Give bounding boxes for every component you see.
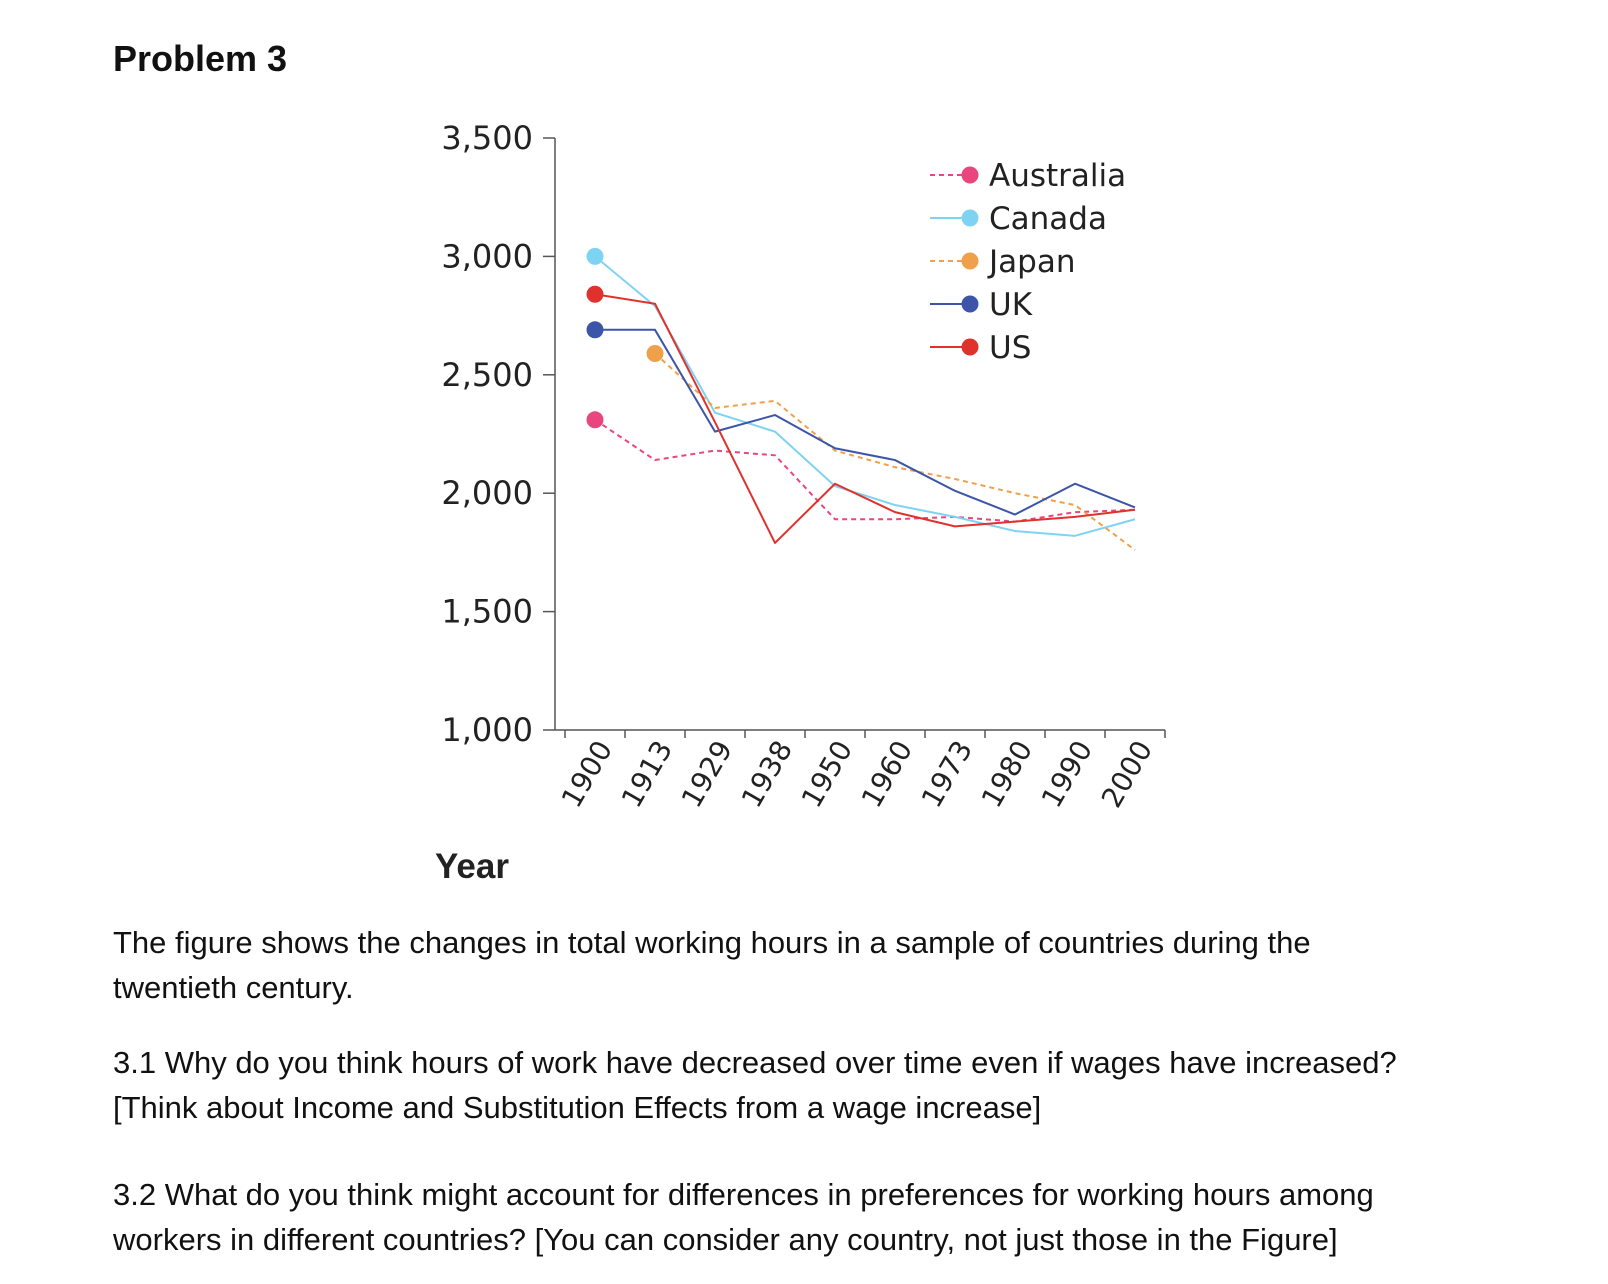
legend-marker-japan	[962, 253, 979, 270]
y-tick-label: 3,500	[441, 119, 533, 157]
series-start-marker-australia	[587, 411, 604, 428]
x-tick-label: 1929	[674, 735, 740, 814]
legend-label-japan: Japan	[989, 244, 1076, 280]
x-tick-label: 1938	[734, 735, 800, 814]
legend-label-canada: Canada	[989, 201, 1107, 237]
legend-marker-canada	[962, 210, 979, 227]
series-line-us	[595, 294, 1135, 543]
y-tick-label: 1,500	[441, 592, 533, 631]
legend-marker-australia	[962, 167, 979, 184]
legend-label-us: US	[989, 330, 1032, 366]
series-start-marker-us	[587, 286, 604, 303]
legend-label-uk: UK	[989, 287, 1033, 323]
x-tick-label: 1973	[914, 735, 980, 814]
legend-label-australia: Australia	[989, 158, 1127, 194]
question-3-1-line-1: 3.1 Why do you think hours of work have decreased over time even if wages have increased?	[113, 1045, 1397, 1080]
x-axis-title: Year	[435, 847, 509, 886]
question-3-2-line-1: 3.2 What do you think might account for differences in preferences for working hours among	[113, 1177, 1374, 1212]
question-3-2-line-2: workers in different countries? [You can consider any country, not just those in the Figure]	[113, 1222, 1338, 1257]
question-3-2	[113, 1172, 1513, 1262]
intro-line-2: twentieth century.	[113, 970, 354, 1005]
x-tick-label: 1960	[854, 735, 920, 814]
x-tick-label: 1900	[554, 735, 620, 814]
x-tick-label: 1950	[794, 735, 860, 814]
series-lines	[587, 248, 1136, 550]
x-tick-label: 2000	[1094, 735, 1160, 814]
y-tick-label: 2,500	[441, 355, 533, 394]
problem-heading: Problem 3	[113, 38, 288, 79]
y-tick-label: 3,000	[441, 237, 533, 276]
series-line-uk	[595, 330, 1135, 515]
intro-line-1: The figure shows the changes in total working hours in a sample of countries during the	[113, 925, 1311, 960]
x-tick-label: 1913	[614, 735, 680, 814]
x-tick-label: 1990	[1034, 735, 1100, 814]
question-3-1-line-2: [Think about Income and Substitution Effects from a wage increase]	[113, 1090, 1042, 1125]
series-start-marker-canada	[587, 248, 604, 265]
question-3-1	[113, 1040, 1513, 1130]
y-tick-label: 1,000	[441, 711, 533, 749]
y-tick-label: 2,000	[441, 474, 533, 513]
series-start-marker-japan	[647, 345, 664, 362]
legend-marker-uk	[962, 296, 979, 313]
series-line-australia	[595, 420, 1135, 522]
legend-marker-us	[962, 339, 979, 356]
series-start-marker-uk	[587, 321, 604, 338]
intro-paragraph	[113, 920, 1513, 1010]
x-tick-label: 1980	[974, 735, 1040, 814]
legend	[930, 158, 1126, 366]
